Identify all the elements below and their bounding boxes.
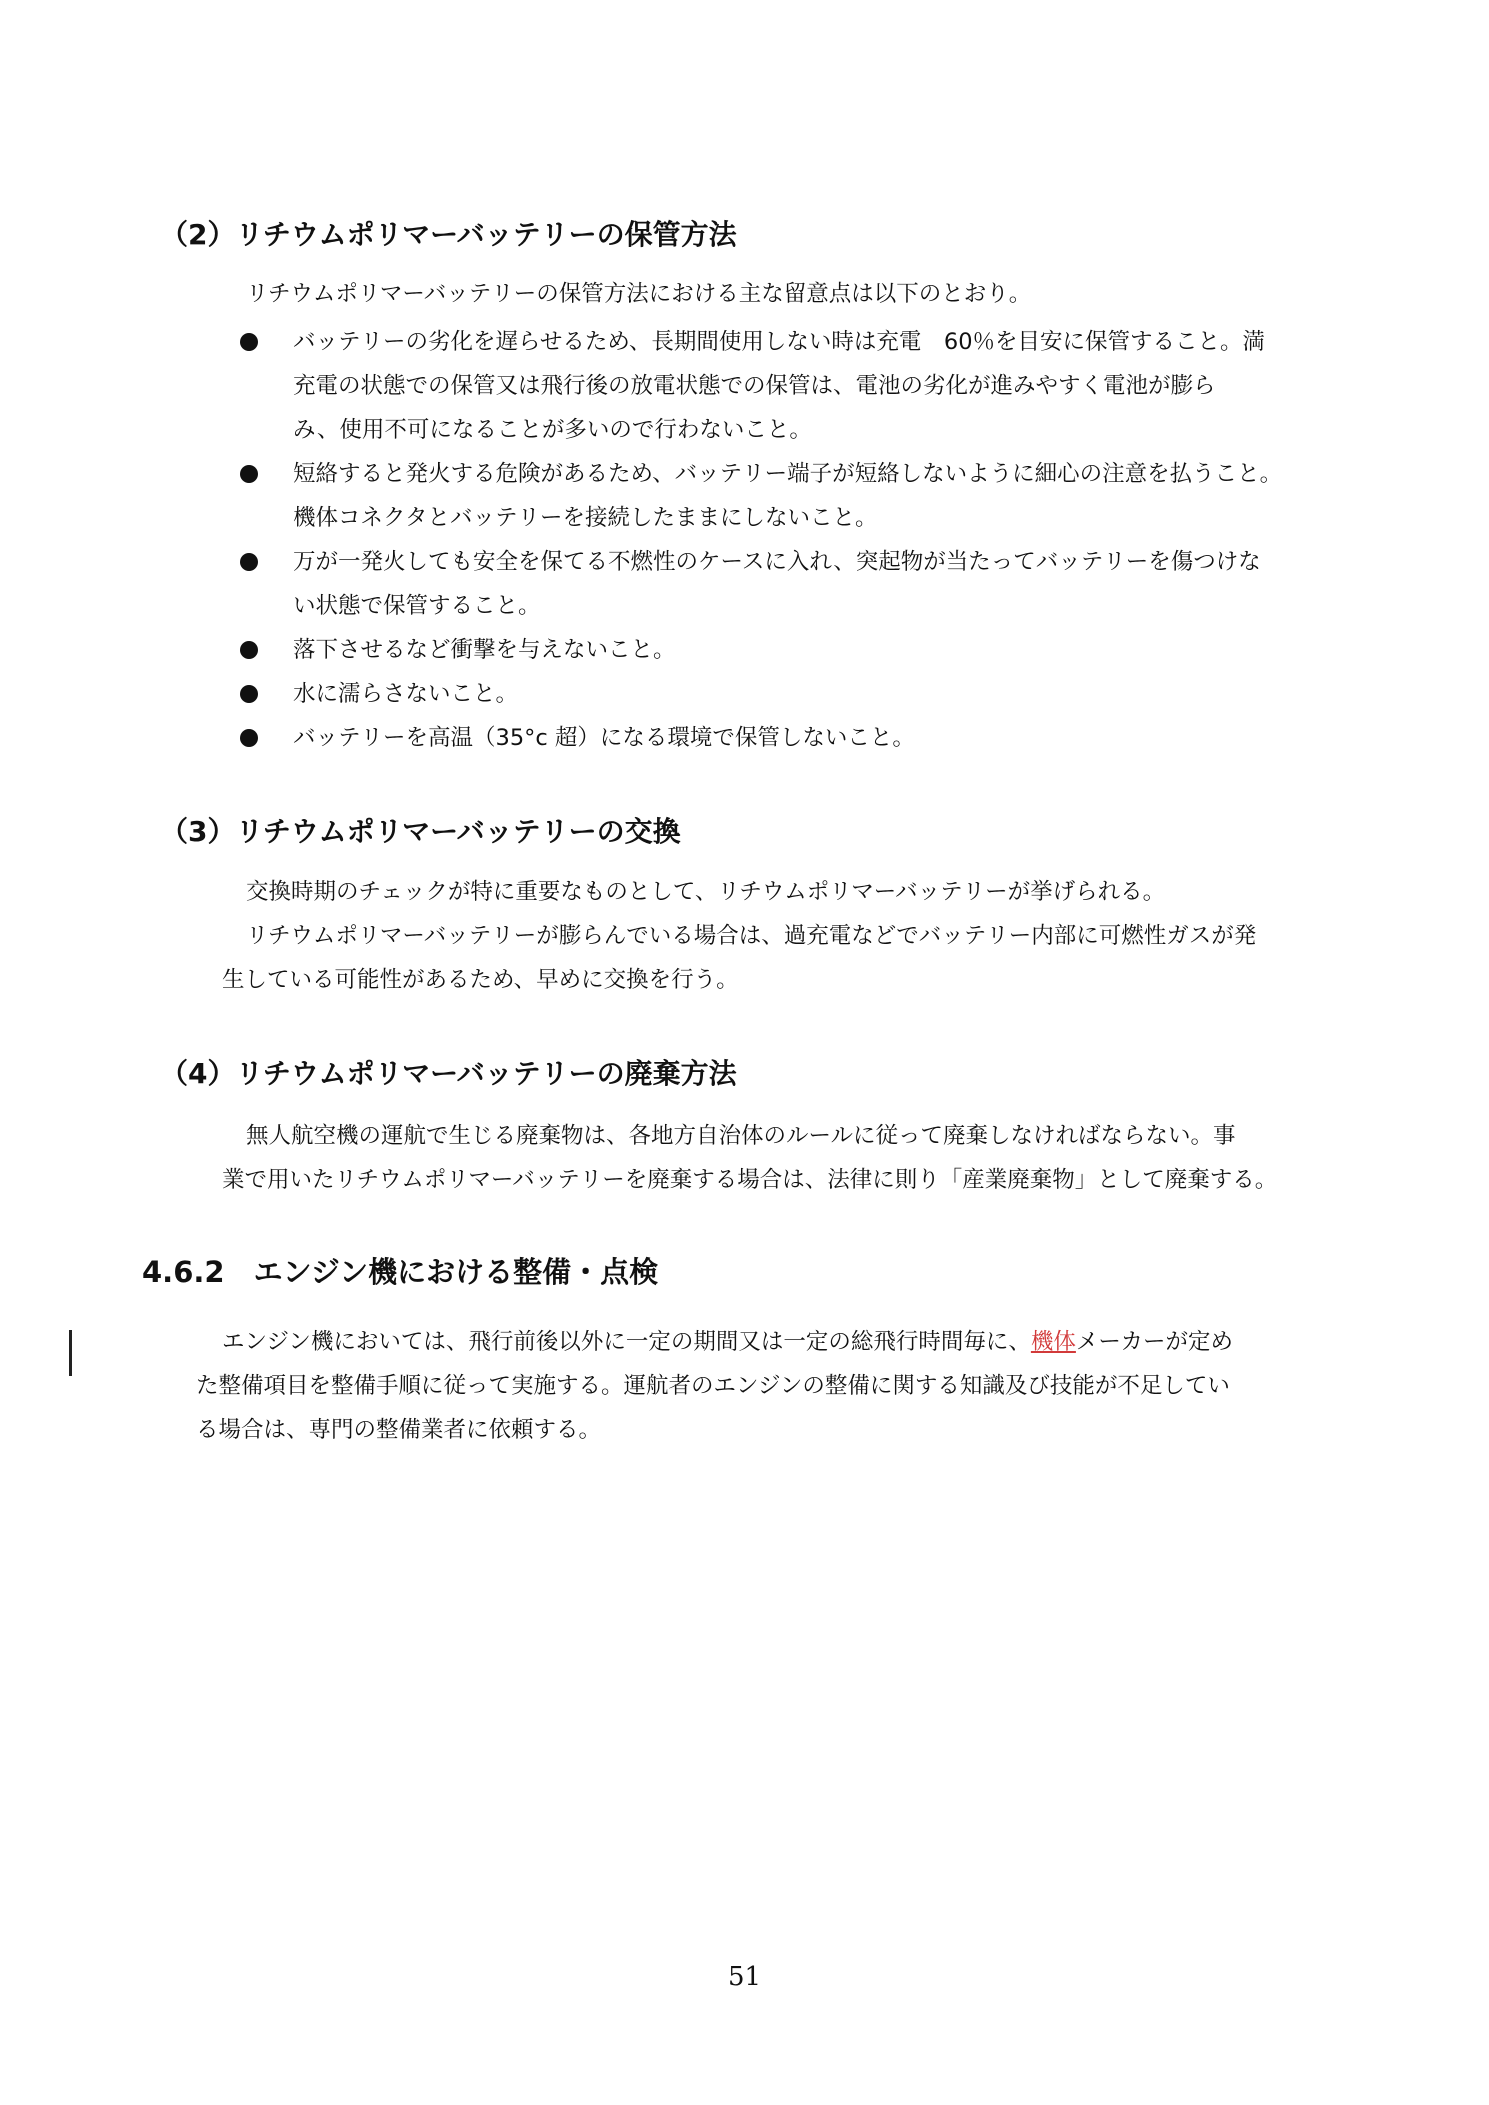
- bullet-marker: [240, 729, 258, 747]
- section-462-line-2: た整備項目を整備手順に従って実施する。運航者のエンジンの整備に関する知識及び技能が不足してい: [196, 1373, 1230, 1399]
- section-462-heading: 4.6.2 エンジン機における整備・点検: [142, 1255, 659, 1289]
- bullet-1-line-1: バッテリーの劣化を遅らせるため、長期間使用しない時は充電 60％を目安に保管すること。満: [293, 329, 1266, 355]
- section-4-heading: （4）リチウムポリマーバッテリーの廃棄方法: [160, 1057, 737, 1090]
- bullet-2-line-2: 機体コネクタとバッテリーを接続したままにしないこと。: [293, 505, 878, 531]
- section-3-heading: （3）リチウムポリマーバッテリーの交換: [160, 815, 681, 848]
- bullet-2-line-1: 短絡すると発火する危険があるため、バッテリー端子が短絡しないように細心の注意を払うこと。: [293, 461, 1283, 487]
- section-4-line-1: 無人航空機の運航で生じる廃棄物は、各地方自治体のルールに従って廃棄しなければならない。事: [246, 1123, 1236, 1149]
- bullet-1-line-3: み、使用不可になることが多いので行わないこと。: [293, 417, 812, 443]
- bullet-4-line-1: 落下させるなど衝撃を与えないこと。: [293, 637, 676, 663]
- section-3-line-1: 交換時期のチェックが特に重要なものとして、リチウムポリマーバッテリーが挙げられる。: [246, 879, 1166, 905]
- section-462-line-1-text-end: メーカーが定め: [1075, 1329, 1233, 1355]
- bullet-1-line-2: 充電の状態での保管又は飛行後の放電状態での保管は、電池の劣化が進みやすく電池が膨ら: [293, 373, 1216, 399]
- bullet-6-line-1: バッテリーを高温（35°c 超）になる環境で保管しないこと。: [293, 725, 915, 751]
- section-2-intro: リチウムポリマーバッテリーの保管方法における主な留意点は以下のとおり。: [246, 281, 1032, 307]
- section-462-line-1-text: エンジン機においては、飛行前後以外に一定の期間又は一定の総飛行時間毎に、: [222, 1329, 1031, 1355]
- section-2-heading: （2）リチウムポリマーバッテリーの保管方法: [160, 218, 737, 251]
- section-462-line-1: [222, 1320, 1233, 1364]
- section-462-line-3: る場合は、専門の整備業者に依頼する。: [196, 1417, 602, 1443]
- tracked-change-text: 機体: [1030, 1329, 1076, 1355]
- bullet-3-line-2: い状態で保管すること。: [293, 593, 541, 619]
- bullet-5-line-1: 水に濡らさないこと。: [293, 681, 519, 707]
- bullet-marker: [240, 333, 258, 351]
- bullet-marker: [240, 641, 258, 659]
- bullet-marker: [240, 465, 258, 483]
- section-4-line-2: 業で用いたリチウムポリマーバッテリーを廃棄する場合は、法律に則り「産業廃棄物」として廃棄する。: [222, 1167, 1278, 1193]
- bullet-marker: [240, 553, 258, 571]
- bullet-3-line-1: 万が一発火しても安全を保てる不燃性のケースに入れ、突起物が当たってバッテリーを傷つけな: [293, 549, 1261, 575]
- change-bar: [69, 1330, 72, 1376]
- bullet-marker: [240, 685, 258, 703]
- section-3-line-2: リチウムポリマーバッテリーが膨らんでいる場合は、過充電などでバッテリー内部に可燃性ガスが発: [246, 923, 1257, 949]
- page-number: 51: [727, 1962, 762, 1992]
- section-3-line-3: 生している可能性があるため、早めに交換を行う。: [222, 967, 739, 993]
